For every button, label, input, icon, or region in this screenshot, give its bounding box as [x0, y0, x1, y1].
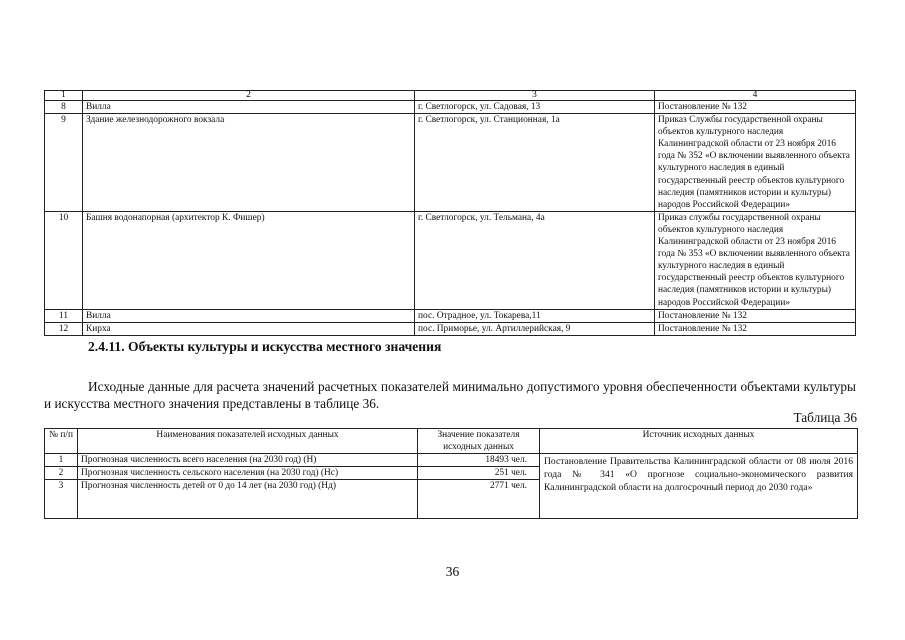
header-value: Значение показателя исходных данных — [418, 429, 540, 454]
table-header-row — [45, 429, 858, 454]
table-caption: Таблица 36 — [793, 410, 857, 425]
object-address: г. Светлогорск, ул. Станционная, 1а — [415, 114, 655, 212]
legal-document: Приказ службы государственной охраны объектов культурного наследия Калининградской области от 23 ноября 2016 года № 353 «О включении выявленного объекта культурного наследия в единый государственный реестр объектов культурного наследия (памятников истории и культуры) народов Российской Федерации» — [655, 211, 856, 309]
indicator-value: 18493 чел. — [418, 454, 540, 467]
table-row — [45, 454, 858, 467]
header-number: № п/п — [45, 429, 78, 454]
data-source: Постановление Правительства Калининградской области от 08 июля 2016 года № 341 «О прогнозе социально-экономического развития Калининградской области на долгосрочный период до 2030 года» — [540, 454, 858, 519]
object-name: Вилла — [83, 101, 415, 114]
legal-document: Постановление № 132 — [655, 322, 856, 335]
legal-document: Постановление № 132 — [655, 101, 856, 114]
object-name: Кирха — [83, 322, 415, 335]
row-number: 10 — [45, 211, 83, 309]
column-number-4: 4 — [655, 91, 856, 101]
indicator-value: 2771 чел. — [418, 480, 540, 519]
row-number: 1 — [45, 454, 78, 467]
object-address: пос. Отрадное, ул. Токарева,11 — [415, 309, 655, 322]
section-heading: 2.4.11. Объекты культуры и искусства местного значения — [88, 339, 442, 354]
table-row — [45, 211, 856, 309]
legal-document: Постановление № 132 — [655, 309, 856, 322]
object-name: Вилла — [83, 309, 415, 322]
table-row — [45, 114, 856, 212]
object-name: Здание железнодорожного вокзала — [83, 114, 415, 212]
header-source: Источник исходных данных — [540, 429, 858, 454]
object-address: г. Светлогорск, ул. Садовая, 13 — [415, 101, 655, 114]
column-number-1: 1 — [45, 91, 83, 101]
row-number: 9 — [45, 114, 83, 212]
indicator-name: Прогнозная численность сельского населения (на 2030 год) (Нс) — [78, 467, 418, 480]
row-number: 2 — [45, 467, 78, 480]
row-number: 12 — [45, 322, 83, 335]
row-number: 11 — [45, 309, 83, 322]
table-36 — [44, 428, 858, 519]
table-row — [45, 309, 856, 322]
legal-document: Приказ Службы государственной охраны объектов культурного наследия Калининградской области от 23 ноября 2016 года № 352 «О включении выявленного объекта культурного наследия в единый государственный реестр объектов культурного наследия (памятников истории и культуры) народов Российской Федерации» — [655, 114, 856, 212]
table-row — [45, 101, 856, 114]
row-number: 3 — [45, 480, 78, 519]
indicator-value: 251 чел. — [418, 467, 540, 480]
table-row — [45, 322, 856, 335]
object-name: Башня водонапорная (архитектор К. Фишер) — [83, 211, 415, 309]
column-number-3: 3 — [415, 91, 655, 101]
intro-paragraph: Исходные данные для расчета значений расчетных показателей минимально допустимого уровня обеспеченности объектами культуры и искусства местного значения представлены в таблице 36. — [44, 379, 856, 411]
object-address: пос. Приморье, ул. Артиллерийская, 9 — [415, 322, 655, 335]
indicator-name: Прогнозная численность детей от 0 до 14 лет (на 2030 год) (Нд) — [78, 480, 418, 519]
header-indicator-name: Наименования показателей исходных данных — [78, 429, 418, 454]
indicator-name: Прогнозная численность всего населения (на 2030 год) (Н) — [78, 454, 418, 467]
object-address: г. Светлогорск, ул. Тельмана, 4а — [415, 211, 655, 309]
row-number: 8 — [45, 101, 83, 114]
column-number-2: 2 — [83, 91, 415, 101]
page-number: 36 — [445, 564, 460, 579]
objects-heritage-table — [44, 90, 856, 336]
table-header-row — [45, 91, 856, 101]
